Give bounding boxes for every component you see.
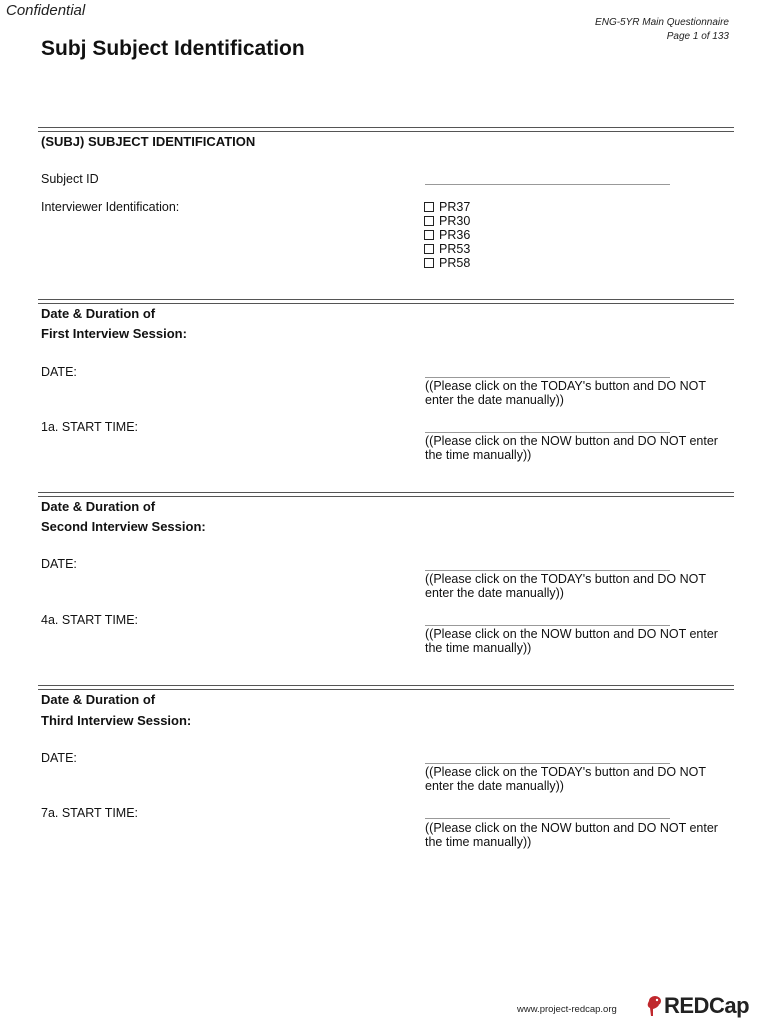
section-divider (38, 492, 734, 497)
section-divider (38, 685, 734, 690)
section-divider (38, 299, 734, 304)
redcap-logo (645, 993, 749, 1019)
page-title: Subj Subject Identification (41, 37, 305, 60)
session-subheading: Second Interview Session: (41, 519, 206, 534)
time-instruction: ((Please click on the NOW button and DO NOT enter the time manually)) (425, 434, 718, 462)
interviewer-option[interactable] (424, 214, 470, 228)
option-label: PR37 (439, 200, 471, 214)
date-instruction: ((Please click on the TODAY's button and DO NOT enter the date manually)) (425, 765, 706, 793)
subject-id-label: Subject ID (41, 172, 99, 186)
interviewer-option[interactable] (424, 200, 470, 214)
checkbox[interactable] (424, 202, 434, 212)
interviewer-option[interactable] (424, 228, 470, 242)
date-field[interactable] (425, 570, 670, 571)
time-instruction: ((Please click on the NOW button and DO NOT enter the time manually)) (425, 627, 718, 655)
checkbox[interactable] (424, 216, 434, 226)
date-field[interactable] (425, 763, 670, 764)
session-heading: Date & Duration of (41, 692, 156, 707)
start-time-field[interactable] (425, 625, 670, 626)
start-time-field[interactable] (425, 432, 670, 433)
document-name: ENG-5YR Main Questionnaire (595, 17, 729, 28)
start-time-label: 1a. START TIME: (41, 420, 139, 434)
date-instruction: ((Please click on the TODAY's button and DO NOT enter the date manually)) (425, 379, 706, 407)
date-field[interactable] (425, 377, 670, 378)
time-instruction: ((Please click on the NOW button and DO NOT enter the time manually)) (425, 821, 718, 849)
checkbox[interactable] (424, 258, 434, 268)
option-label: PR53 (439, 242, 471, 256)
session-heading: Date & Duration of (41, 499, 156, 514)
date-label: DATE: (41, 557, 77, 571)
date-instruction: ((Please click on the TODAY's button and DO NOT enter the date manually)) (425, 572, 706, 600)
page-number: Page 1 of 133 (666, 31, 729, 42)
date-label: DATE: (41, 365, 77, 379)
interviewer-label: Interviewer Identification: (41, 200, 180, 214)
start-time-label: 4a. START TIME: (41, 613, 139, 627)
session-subheading: First Interview Session: (41, 326, 187, 341)
checkbox[interactable] (424, 244, 434, 254)
section-divider (38, 127, 734, 132)
checkbox[interactable] (424, 230, 434, 240)
session-subheading: Third Interview Session: (41, 713, 192, 728)
interviewer-option[interactable] (424, 242, 470, 256)
interviewer-option[interactable] (424, 256, 470, 270)
start-time-label: 7a. START TIME: (41, 806, 139, 820)
option-label: PR58 (439, 256, 471, 270)
footer-url: www.project-redcap.org (517, 1004, 617, 1015)
redcap-logo-icon (645, 994, 663, 1018)
section-heading-subj: (SUBJ) SUBJECT IDENTIFICATION (41, 134, 256, 149)
date-label: DATE: (41, 751, 77, 765)
start-time-field[interactable] (425, 818, 670, 819)
session-heading: Date & Duration of (41, 306, 156, 321)
option-label: PR36 (439, 228, 471, 242)
subject-id-field[interactable] (425, 184, 670, 185)
redcap-logo-text: REDCap (664, 993, 750, 1018)
confidential-label: Confidential (6, 2, 86, 19)
option-label: PR30 (439, 214, 471, 228)
